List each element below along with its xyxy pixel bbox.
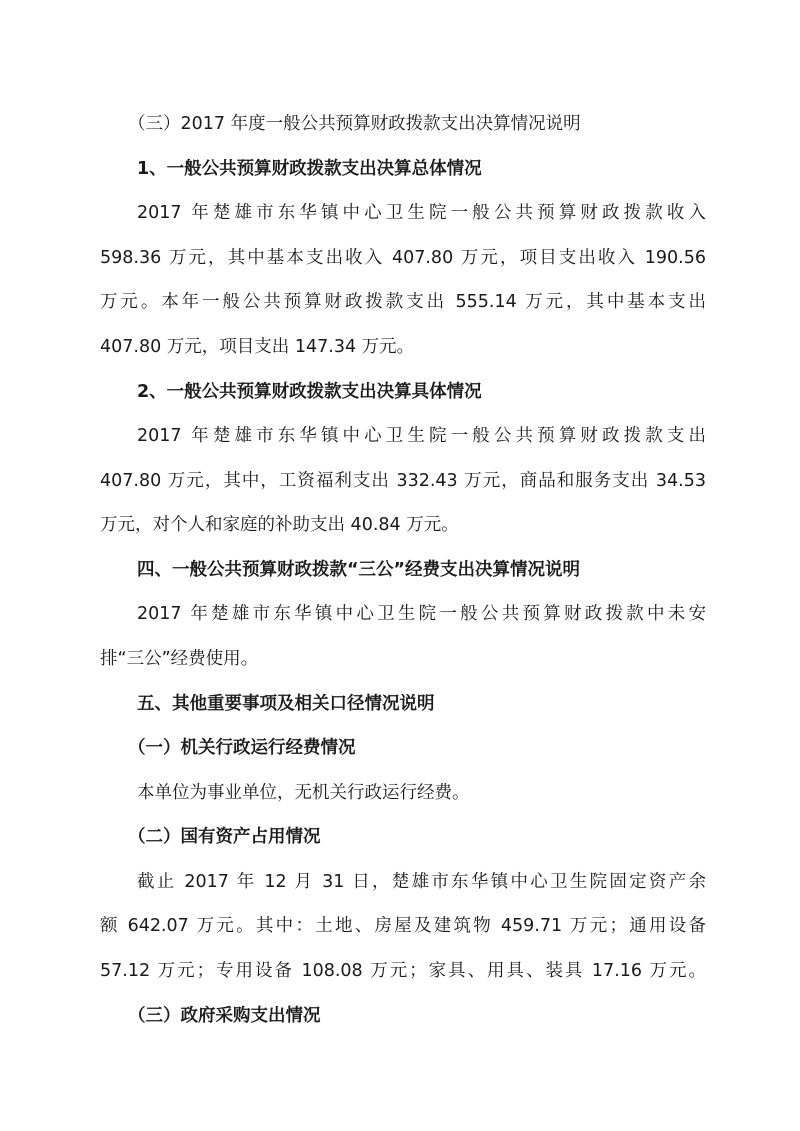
paragraph-line: 额 642.07 万元。其中：土地、房屋及建筑物 459.71 万元；通用设备 <box>100 916 706 936</box>
subsection-heading-detail: 2、一般公共预算财政拨款支出决算具体情况 <box>137 382 482 402</box>
paragraph-line: 407.80 万元，项目支出 147.34 万元。 <box>100 337 415 357</box>
subsection-heading-overall: 1、一般公共预算财政拨款支出决算总体情况 <box>137 159 482 179</box>
section-heading-other-matters: 五、其他重要事项及相关口径情况说明 <box>137 694 435 714</box>
paragraph-line: 本单位为事业单位，无机关行政运行经费。 <box>137 783 470 803</box>
paragraph-line: 598.36 万元，其中基本支出收入 407.80 万元，项目支出收入 190.56 <box>100 248 706 268</box>
subsection-heading-state-assets: （二）国有资产占用情况 <box>128 827 321 847</box>
subsection-heading-admin-costs: （一）机关行政运行经费情况 <box>128 738 356 758</box>
paragraph-line: 排“三公”经费使用。 <box>100 649 259 669</box>
paragraph-line: 57.12 万元；专用设备 108.08 万元；家具、用具、装具 17.16 万元。 <box>100 961 706 981</box>
paragraph-line: 截止 2017 年 12 月 31 日，楚雄市东华镇中心卫生院固定资产余 <box>137 872 706 892</box>
paragraph-line: 万元。本年一般公共预算财政拨款支出 555.14 万元，其中基本支出 <box>100 292 706 312</box>
paragraph-line: 407.80 万元，其中，工资福利支出 332.43 万元，商品和服务支出 34.53 <box>100 471 706 491</box>
paragraph-line: 2017 年楚雄市东华镇中心卫生院一般公共预算财政拨款中未安 <box>137 604 706 624</box>
paragraph-line: 2017 年楚雄市东华镇中心卫生院一般公共预算财政拨款支出 <box>137 426 706 446</box>
section-heading-three-public: 四、一般公共预算财政拨款“三公”经费支出决算情况说明 <box>137 560 581 580</box>
paragraph-line: 2017 年楚雄市东华镇中心卫生院一般公共预算财政拨款收入 <box>137 203 706 223</box>
section-heading-budget-expenditure: （三）2017 年度一般公共预算财政拨款支出决算情况说明 <box>128 114 581 134</box>
paragraph-line: 万元，对个人和家庭的补助支出 40.84 万元。 <box>100 515 459 535</box>
subsection-heading-procurement: （三）政府采购支出情况 <box>128 1006 321 1026</box>
